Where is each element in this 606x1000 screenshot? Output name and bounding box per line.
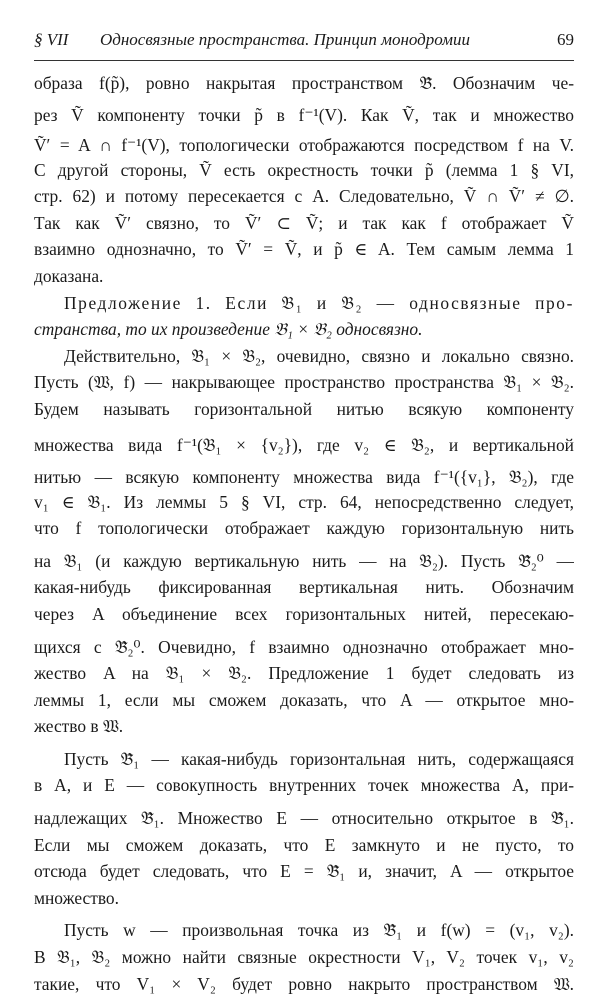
text-line: какая-нибудь фиксированная вертикальная нить. Обозначим xyxy=(34,577,574,598)
text-line: в A, и E — совокупность внутренних точек множества A, при- xyxy=(34,775,574,796)
text-line: рез Ṽ компоненту точки p̃ в f⁻¹(V). Как Ṽ, так и множество xyxy=(34,104,574,125)
text-line: жество A на 𝔅₁ × 𝔅₂. Предложение 1 будет следовать из xyxy=(34,663,574,684)
text-line: Пусть 𝔅̃₁ — какая-нибудь горизонтальная нить, содержащаяся xyxy=(64,748,574,769)
text-line: С другой стороны, Ṽ есть окрестность точки p̃ (лемма 1 § VI, xyxy=(34,159,574,180)
text-line: В 𝔅₁, 𝔅₂ можно найти связные окрестности V₁, V₂ точек v₁, v₂ xyxy=(34,947,574,968)
header-rule xyxy=(34,60,574,61)
proposition-statement: странства, то их произведение 𝔅₁ × 𝔅₂ односвязно. xyxy=(34,319,423,340)
text-line: доказана. xyxy=(34,265,104,286)
text-line: что f топологически отображает каждую горизонтальную нить xyxy=(34,518,574,539)
text-line: надлежащих 𝔅̃₁. Множество E — относительно открытое в 𝔅̃₁. xyxy=(34,808,574,829)
page-body xyxy=(34,70,574,997)
text-line: Если мы сможем доказать, что E замкнуто и не пусто, то xyxy=(34,834,574,855)
text-line: v₁ ∈ 𝔅₁. Из леммы 5 § VI, стр. 64, непосредственно следует, xyxy=(34,491,574,512)
text-line: щихся с 𝔅̃₂⁰. Очевидно, f взаимно однозначно отображает мно- xyxy=(34,636,574,657)
text-line: такие, что V₁ × V₂ будет ровно накрыто пространством 𝔚. xyxy=(34,973,574,994)
text-line: взаимно однозначно, то Ṽ′ = Ṽ, и p̃ ∈ A. Тем самым лемма 1 xyxy=(34,239,574,260)
text-line: стр. 62) и потому пересекается с A. Следовательно, Ṽ ∩ Ṽ′ ≠ ∅. xyxy=(34,186,574,207)
text-line: леммы 1, если мы сможем доказать, что A — открытое мно- xyxy=(34,689,574,710)
text-line: Так как Ṽ′ связно, то Ṽ′ ⊂ Ṽ; и так как f отображает Ṽ xyxy=(34,212,574,233)
running-title: Односвязные пространства. Принцип монодромии xyxy=(100,30,470,49)
text-line: Будем называть горизонтальной нитью всякую компоненту xyxy=(34,398,574,419)
text-line: нитью — всякую компоненту множества вида f⁻¹({v₁}, 𝔅₂), где xyxy=(34,466,574,487)
text-line: жество в 𝔚. xyxy=(34,716,124,737)
text-line: Действительно, 𝔅₁ × 𝔅₂, очевидно, связно и локально связно. xyxy=(64,345,574,366)
text-line: множества вида f⁻¹(𝔅₁ × {v₂}), где v₂ ∈ 𝔅₂, и вертикальной xyxy=(34,434,574,455)
text-line: отсюда будет следовать, что E = 𝔅̃₁ и, значит, A — открытое xyxy=(34,861,574,882)
proposition-heading: Предложение 1. Если 𝔅₁ и 𝔅₂ — односвязные про- xyxy=(64,292,574,313)
text-line: на 𝔅₁ (и каждую вертикальную нить — на 𝔅₂). Пусть 𝔅̃₂⁰ — xyxy=(34,550,574,571)
text-line: Ṽ′ = A ∩ f⁻¹(V), топологически отображаются посредством f на V. xyxy=(34,134,574,155)
text-line: Пусть w — произвольная точка из 𝔅̃₁ и f(w) = (v₁, v₂). xyxy=(64,920,574,941)
text-line: через A объединение всех горизонтальных нитей, пересекаю- xyxy=(34,603,574,624)
running-header xyxy=(34,30,574,54)
text-line: образа f(p̃), ровно накрытая пространством 𝔅̃. Обозначим че- xyxy=(34,73,574,93)
section-number: § VII xyxy=(34,30,69,49)
text-line: множество. xyxy=(34,887,119,908)
text-line: Пусть (𝔚, f) — накрывающее пространство пространства 𝔅₁ × 𝔅₂. xyxy=(34,372,574,393)
page-number: 69 xyxy=(557,30,574,49)
